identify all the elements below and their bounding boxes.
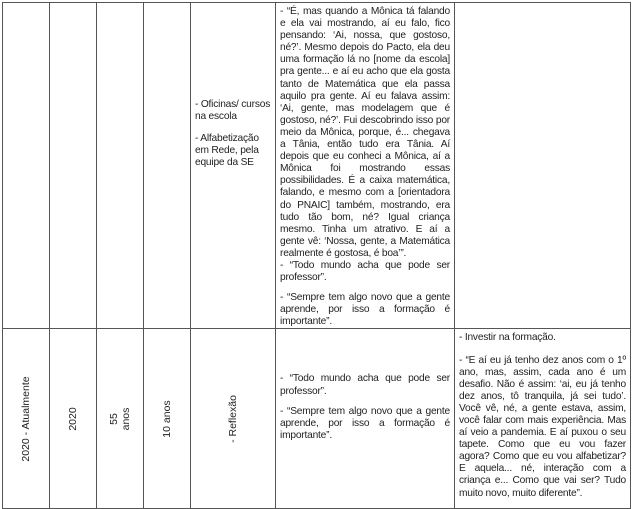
age-cell-empty: [97, 3, 144, 329]
age-label: [108, 408, 132, 431]
period-label: 2020 - Atualmente: [20, 376, 32, 462]
category-cell: [191, 3, 276, 329]
quote-paragraph: - “Sempre tem algo novo que a gente aprende, por isso a formação é importante”.: [280, 292, 450, 328]
category-label: - Reflexão: [227, 395, 239, 443]
age-cell: [97, 329, 144, 509]
notes-cell-empty: [455, 3, 631, 329]
quotes-cell: [276, 3, 455, 329]
notes-cell: [455, 329, 631, 509]
table-row: [3, 329, 631, 509]
category-item: - Oficinas/ cursos na escola: [195, 99, 271, 123]
quotes-cell: [276, 329, 455, 509]
quote-paragraph: - “É, mas quando a Mônica tá falando e ela vai mostrando, aí eu falo, fico pensando: ‘Ai, nossa, que gostoso, né?’. Mesmo depois do Pacto, ela deu uma formação lá no [nome da escola] pra gente... e aí eu acho que ela gosta tanto de Matemática que ela passa aquilo pra gente. Aí eu falava assim: ‘Ai, gente, mas modelagem que é gostoso, né?’. Fui descobrindo isso por meio da Mônica, porque, é... chegava a Tânia, então tudo era Tânia. Aí depois que eu conheci a Mônica, aí a Mônica foi mostrando essas possibilidades. É a caixa matemática, falando, e mesmo com a [orientadora do PNAIC] também, mostrando, era tudo tão bom, né? Igual criança mesmo. Tinha um atrativo. E aí a gente vê: ‘Nossa, gente, a Matemática realmente é gostosa, é boa’”.: [280, 6, 450, 259]
quote-paragraph: - “Sempre tem algo novo que a gente aprende, por isso a formação é importante”.: [280, 405, 450, 441]
category-cell: [191, 329, 276, 509]
age-unit: anos: [120, 407, 132, 431]
table-row: [3, 3, 631, 329]
year-cell: [50, 329, 97, 509]
interview-table: [2, 2, 631, 509]
age-number: 55: [108, 413, 120, 425]
category-item: - Alfabetização em Rede, pela equipe da SE: [195, 133, 259, 169]
experience-cell: [144, 329, 191, 509]
period-cell-empty: [3, 3, 50, 329]
year-cell-empty: [50, 3, 97, 329]
experience-cell-empty: [144, 3, 191, 329]
period-cell: [3, 329, 50, 509]
quote-paragraph: - “Todo mundo acha que pode ser professor”.: [280, 373, 450, 397]
year-label: 2020: [67, 407, 79, 431]
quote-paragraph: - “Todo mundo acha que pode ser professor”.: [280, 259, 450, 284]
note-paragraph: - “E aí eu já tenho dez anos com o 1º ano, mas, assim, cada ano é um desafio. Não é assim: ‘ai, eu já tenho dez anos, tô tranquila, já sei tudo’. Você vê, né, a gente estava, assim, você falar com mais experiência. Mas aí veio a pandemia. E aí puxou o seu tapete. Como que eu vou fazer agora? Como que eu vou alfabetizar? E aquela... né, interação com a criança e... Como que vai ser? Tudo muito novo, muito diferente”.: [459, 354, 626, 499]
experience-label: 10 anos: [161, 400, 173, 438]
note-paragraph: - Investir na formação.: [459, 332, 556, 344]
